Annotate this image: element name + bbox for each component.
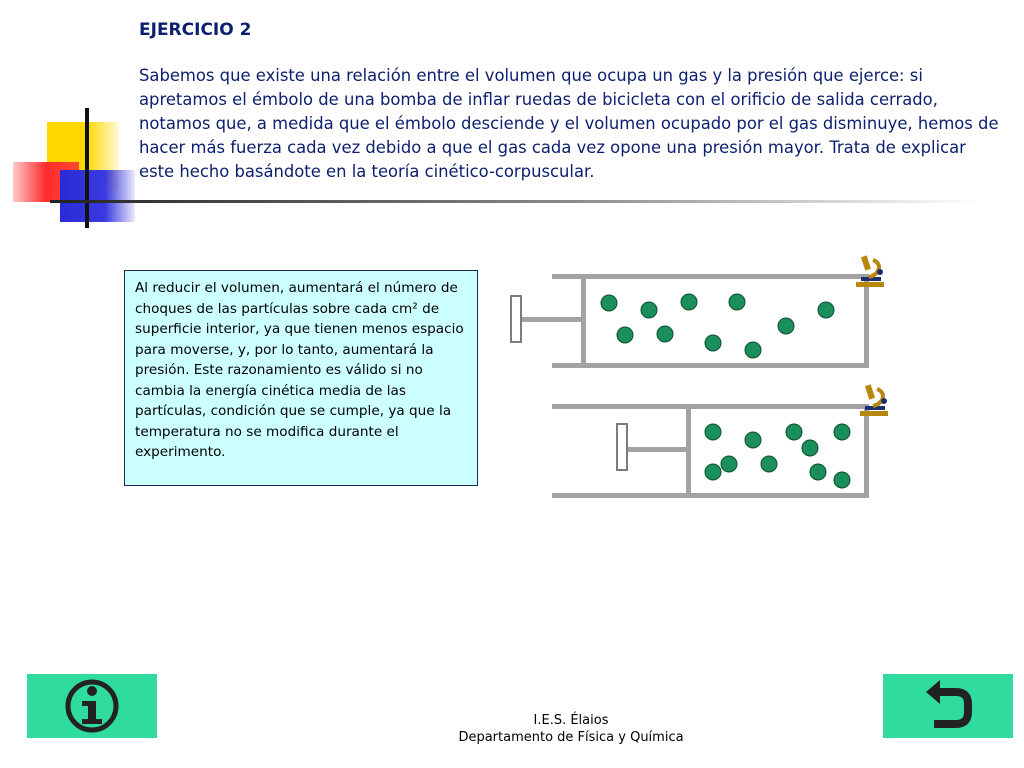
horizontal-rule xyxy=(50,200,980,203)
cylinder-top-wall xyxy=(552,274,869,279)
exercise-title: EJERCICIO 2 xyxy=(139,20,252,40)
info-button[interactable] xyxy=(27,674,157,738)
particle xyxy=(745,342,761,358)
cylinder-bottom-wall xyxy=(552,493,869,498)
department-name: Departamento de Física y Química xyxy=(458,730,684,745)
particle xyxy=(705,424,721,440)
piston-rod xyxy=(626,447,688,452)
piston-head xyxy=(686,409,691,493)
cylinder-expanded xyxy=(511,255,884,368)
particle xyxy=(721,456,737,472)
vertical-rule xyxy=(85,108,89,228)
particle xyxy=(729,294,745,310)
blue-square xyxy=(60,170,135,222)
particle xyxy=(834,472,850,488)
school-name: I.E.S. Élaios xyxy=(533,713,609,728)
particle xyxy=(810,464,826,480)
return-arrow-icon xyxy=(918,676,978,736)
cylinder-bottom-wall xyxy=(552,363,869,368)
cylinder-end-wall xyxy=(864,404,869,498)
answer-text-box: Al reducir el volumen, aumentará el número de choques de las partículas sobre cada cm² de superficie interior, ya que tienen menos espacio para moverse, y, por lo tanto, aumentará la presión. Este razonamiento es válido si no cambia la energía cinética media de las partículas, condición que se cumple, ya que la temperatura no se modifica durante el experimento. xyxy=(124,270,478,486)
exercise-statement: Sabemos que existe una relación entre el volumen que ocupa un gas y la presión que ejerce: si apretamos el émbolo de una bomba de inflar ruedas de bicicleta con el orificio de salida cerrado, notamos que, a medida que el émbolo desciende y el volumen ocupado por el gas disminuye, hemos de hacer más fuerza cada vez debido a que el gas cada vez opone una presión mayor. Trata de explicar este hecho basándote en la teoría cinético-corpuscular. xyxy=(139,66,999,181)
particle xyxy=(681,294,697,310)
particle xyxy=(657,326,673,342)
particles-expanded xyxy=(601,294,834,358)
particle xyxy=(745,432,761,448)
particle xyxy=(641,302,657,318)
particle xyxy=(705,464,721,480)
particles-compressed xyxy=(705,424,850,488)
particle xyxy=(617,327,633,343)
piston-rod xyxy=(520,317,582,322)
particle xyxy=(786,424,802,440)
piston-handle xyxy=(617,424,627,470)
piston-head xyxy=(581,279,586,363)
cylinder-end-wall xyxy=(864,274,869,368)
particle xyxy=(705,335,721,351)
particle xyxy=(818,302,834,318)
particle xyxy=(601,295,617,311)
cylinder-top-wall xyxy=(552,404,869,409)
particle xyxy=(778,318,794,334)
return-button[interactable] xyxy=(883,674,1013,738)
microscope-icon[interactable] xyxy=(856,255,884,287)
piston-handle xyxy=(511,296,521,342)
microscope-icon[interactable] xyxy=(860,384,888,416)
particle xyxy=(802,440,818,456)
info-icon xyxy=(62,676,122,736)
cylinder-compressed xyxy=(552,384,888,498)
particle xyxy=(834,424,850,440)
footer-credits xyxy=(440,712,702,746)
particle xyxy=(761,456,777,472)
